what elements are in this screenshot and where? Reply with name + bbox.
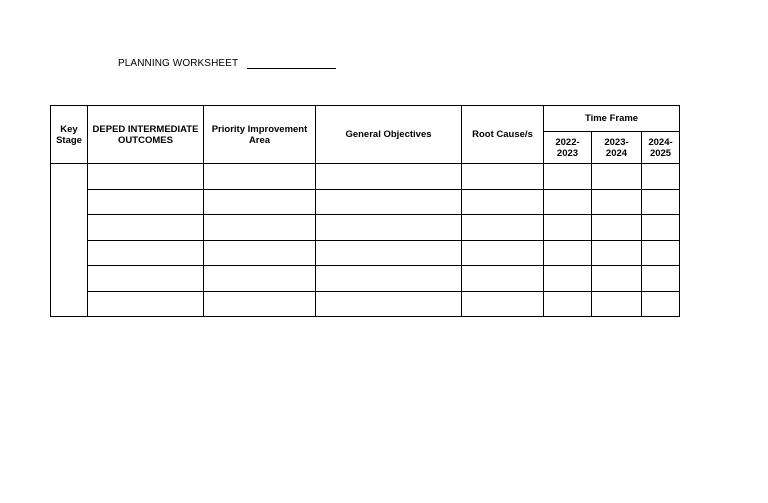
table-cell[interactable] — [544, 189, 592, 215]
table-cell[interactable] — [316, 215, 462, 241]
table-cell[interactable] — [642, 189, 680, 215]
table-cell[interactable] — [592, 189, 642, 215]
table-cell[interactable] — [204, 215, 316, 241]
header-year-2023-2024: 2023-2024 — [592, 132, 642, 164]
table-cell[interactable] — [592, 164, 642, 190]
table-cell[interactable] — [204, 240, 316, 266]
header-key-stage: Key Stage — [51, 106, 88, 164]
header-year-2022-2023: 2022-2023 — [544, 132, 592, 164]
table-cell[interactable] — [592, 291, 642, 317]
table-cell[interactable] — [592, 240, 642, 266]
table-cell[interactable] — [316, 240, 462, 266]
table-cell[interactable] — [462, 266, 544, 292]
table-cell[interactable] — [642, 291, 680, 317]
table-cell[interactable] — [544, 266, 592, 292]
table-cell[interactable] — [592, 266, 642, 292]
table-cell[interactable] — [544, 291, 592, 317]
table-cell[interactable] — [592, 215, 642, 241]
table-cell[interactable] — [642, 215, 680, 241]
table-cell[interactable] — [642, 164, 680, 190]
table-row — [51, 291, 680, 317]
table-row — [51, 266, 680, 292]
table-cell[interactable] — [88, 240, 204, 266]
table-row — [51, 189, 680, 215]
table-cell[interactable] — [544, 240, 592, 266]
header-time-frame: Time Frame — [544, 106, 680, 132]
table-cell[interactable] — [88, 215, 204, 241]
table-cell[interactable] — [204, 291, 316, 317]
table-cell[interactable] — [642, 266, 680, 292]
table-cell[interactable] — [316, 189, 462, 215]
table-cell[interactable] — [544, 164, 592, 190]
table-cell[interactable] — [204, 189, 316, 215]
table-row — [51, 240, 680, 266]
table-cell[interactable] — [204, 266, 316, 292]
header-year-2024-2025: 2024-2025 — [642, 132, 680, 164]
table-cell[interactable] — [316, 164, 462, 190]
table-cell[interactable] — [88, 291, 204, 317]
table-cell[interactable] — [204, 164, 316, 190]
header-root-causes: Root Cause/s — [462, 106, 544, 164]
table-cell[interactable] — [462, 189, 544, 215]
table-cell[interactable] — [88, 164, 204, 190]
table-row — [51, 215, 680, 241]
table-row — [51, 164, 680, 190]
table-cell[interactable] — [462, 164, 544, 190]
header-intermediate-outcomes: DEPED INTERMEDIATE OUTCOMES — [88, 106, 204, 164]
header-general-objectives: General Objectives — [316, 106, 462, 164]
table-cell[interactable] — [544, 215, 592, 241]
table-cell[interactable] — [88, 266, 204, 292]
title-blank-line[interactable] — [247, 68, 336, 69]
header-priority-improvement-area: Priority Improvement Area — [204, 106, 316, 164]
table-cell[interactable] — [462, 215, 544, 241]
page-title: PLANNING WORKSHEET — [118, 58, 239, 69]
key-stage-cell[interactable] — [51, 164, 88, 317]
table-cell[interactable] — [316, 291, 462, 317]
table-cell[interactable] — [642, 240, 680, 266]
table-cell[interactable] — [316, 266, 462, 292]
table-cell[interactable] — [462, 240, 544, 266]
table-cell[interactable] — [462, 291, 544, 317]
planning-worksheet-table — [50, 105, 680, 317]
table-cell[interactable] — [88, 189, 204, 215]
